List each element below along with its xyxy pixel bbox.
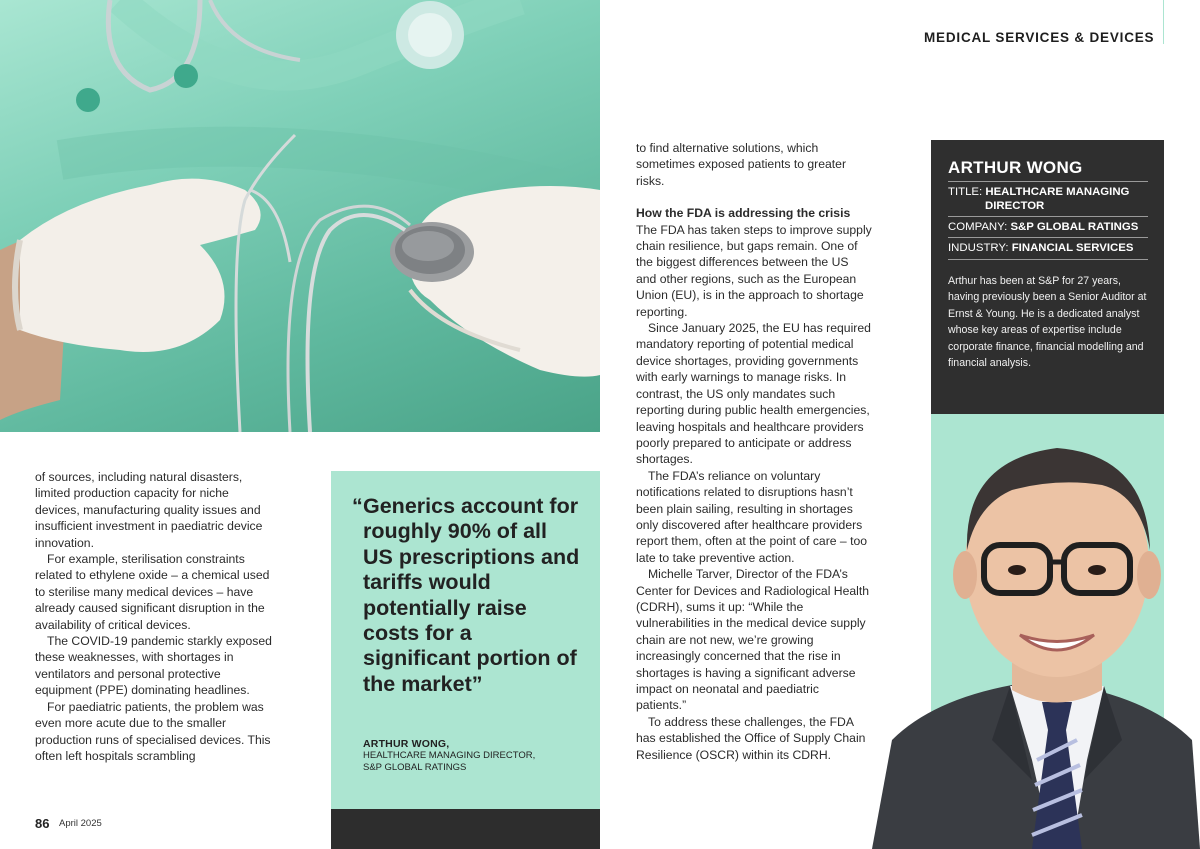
pull-quote-company: S&P GLOBAL RATINGS <box>363 762 467 773</box>
body-paragraph: For example, sterilisation constraints related to ethylene oxide – a chemical used to sterilise many medical devices – have already caused significant disruption in the availability of critical devices. <box>35 552 270 632</box>
body-paragraph: For paediatric patients, the problem was even more acute due to the smaller production runs of specialised devices. This often left hospitals scrambling <box>35 699 271 763</box>
header-divider <box>1163 0 1164 44</box>
pull-quote <box>352 494 582 697</box>
profile-industry-row <box>948 237 1148 260</box>
profile-title-row <box>948 181 1148 213</box>
page-number: 86 <box>35 816 50 831</box>
profile-industry-value: FINANCIAL SERVICES <box>1011 242 1134 254</box>
portrait-photo <box>872 440 1200 849</box>
body-column-right <box>636 140 872 763</box>
body-paragraph: The COVID-19 pandemic starkly exposed these weaknesses, with shortages in ventilators and personal protective equipment (PPE) dominating headlines. <box>35 634 272 698</box>
body-paragraph: to find alternative solutions, which sometimes exposed patients to greater risks. <box>636 141 847 188</box>
quote-mark: “ <box>352 494 363 518</box>
subheading: How the FDA is addressing the crisis <box>636 206 851 221</box>
pull-quote-text: Generics account for roughly 90% of all US prescriptions and tariffs would potentially raise costs for a significant portion of the market” <box>363 494 580 696</box>
pull-quote-attribution <box>363 738 583 774</box>
profile-title-value-cont: DIRECTOR <box>985 200 1045 212</box>
profile-card <box>931 140 1164 414</box>
profile-bio: Arthur has been at S&P for 27 years, having previously been a Senior Auditor at Ernst & Young. He is a dedicated analyst whose key areas of expertise include corporate finance, financial modelling and financial analysis. <box>948 275 1147 370</box>
body-paragraph: Since January 2025, the EU has required mandatory reporting of potential medical device shortages, providing governments with early warnings to manage risks. In contrast, the US only mandates such reporting during public health emergencies, leaving hospitals and healthcare providers poorly prepared to anticipate or address shortages. <box>636 321 871 467</box>
section-title: MEDICAL SERVICES & DEVICES <box>924 30 1155 45</box>
pull-quote-role: HEALTHCARE MANAGING DIRECTOR, <box>363 750 536 761</box>
pull-quote-author: ARTHUR WONG, <box>363 738 450 750</box>
body-paragraph: Michelle Tarver, Director of the FDA’s Center for Devices and Radiological Health (CDRH), sums it up: “While the vulnerabilities in the medical device supply chain are not new, we’re growing increasingly concerned that the rise in shortages is having a significant adverse impact on neonatal and paediatric patients.” <box>636 567 870 713</box>
issue-date: April 2025 <box>59 818 102 829</box>
hero-photo <box>0 0 600 432</box>
body-column-left <box>35 469 273 764</box>
profile-company-label: COMPANY: <box>948 221 1011 233</box>
profile-industry-label: INDUSTRY: <box>948 242 1012 254</box>
body-paragraph: The FDA has taken steps to improve supply chain resilience, but gaps remain. One of the biggest differences between the US and other regions, such as the European Union (EU), is in the approach to shortage reporting. <box>636 222 872 319</box>
profile-company-value: S&P GLOBAL RATINGS <box>1010 221 1139 233</box>
pacemaker-illustration <box>0 0 600 432</box>
body-paragraph: The FDA’s reliance on voluntary notifications related to disruptions hasn’t been plain sailing, resulting in shortages only discovered after healthcare providers report them, often at the point of care – too late to take preventive action. <box>636 468 868 565</box>
pull-quote-footer-bar <box>331 809 600 849</box>
profile-title-value: HEALTHCARE MANAGING <box>985 186 1130 198</box>
body-paragraph: of sources, including natural disasters, limited production capacity for niche devices, manufacturing quality issues and insufficient investment in paediatric device innovation. <box>35 470 263 550</box>
body-paragraph: To address these challenges, the FDA has established the Office of Supply Chain Resilience (OSCR) within its CDRH. <box>636 714 866 762</box>
profile-company-row <box>948 216 1148 234</box>
profile-name: ARTHUR WONG <box>948 158 1083 177</box>
profile-title-label: TITLE: <box>948 186 986 198</box>
